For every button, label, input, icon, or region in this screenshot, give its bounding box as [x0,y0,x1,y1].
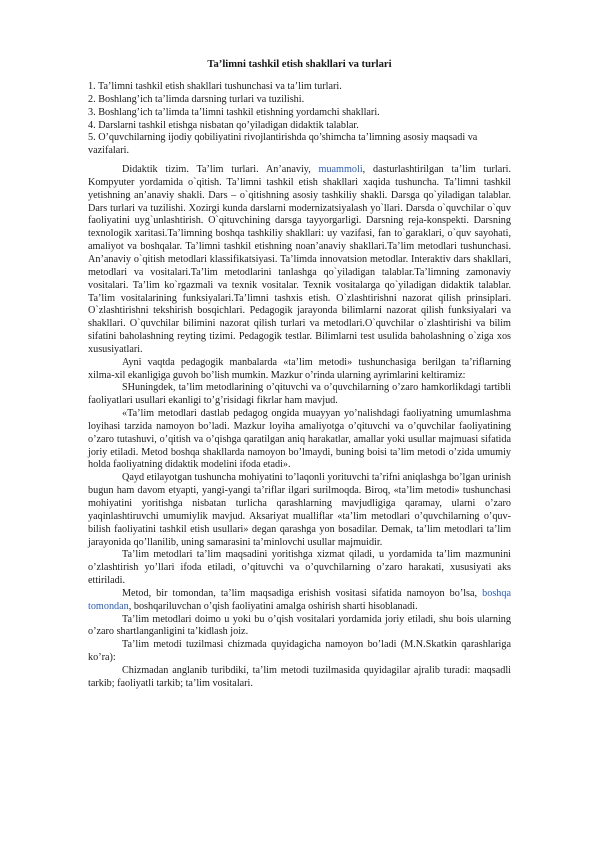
paragraph-cooperation: SHuningdek, ta’lim metodlarining o’qituvchi va o’quvchilarning o’zaro hamkorlikdagi tartibli faoliyatlari usullari ekanligi to’g’risidagi fikrlar ham mavjud. [88,382,511,407]
paragraph-text: Didaktik tizim. Ta’lim turlari. An’anaviy, [122,164,319,176]
paragraph-text: Metod, bir tomondan, ta’lim maqsadiga erishish vositasi sifatida namoyon bo’lsa, [122,587,483,599]
paragraph-structure-intro: Ta’lim metodi tuzilmasi chizmada quyidagicha namoyon bo’ladi (M.N.Skatkin qarashlariga ko’ra): [88,639,511,664]
paragraph-text: , dasturlashtirilgan ta’lim turlari. Kompyuter yordamida o`qitish. Ta’limni tashkil etish shakllari xaqida tushuncha. Ta’limni tashkil yetishning an’anaviy shakli. Dars – o`qitishning asosiy tashkiliy shakli. Darsga qo`yiladigan talablar. Dars turlari va tuzilishi. Xozirgi kunda darslarni modernizatsiyalash yo`llari. Darsda o`quvchilar o`quv faoliyatini uyg`unlashtirish. O`qituvchining darsga tayyorgarligi. Darsning reja-konspekti. Darsning texnologik xaritasi.Ta’limning boshqa tashkiliy shakllari: uy vazifasi, fan to`garaklari, o`quv sayohati, amaliyot va boshqalar. Ta’limni tashkil etishning noan’anaviy shakllari.Ta’lim metodlari tushunchasi. An’anaviy o`qitish metodlari klassifikatsiyasi. Ta’limda innovatsion metodlar. Interaktiv dars shakllari, metodlari va vositalari.Ta’lim metodlarini tanlashga qo`yiladigan talablar.Ta’limning zamonaviy vositalari. Ta’lim ko`rgazmali va texnik vositalar. Texnik vositalarga qo`yiladigan didaktik talablar. Ta’lim vositalarining funksiyalari.Ta’limni tashxis etish. O`zlashtirishni nazorat qilish prinsiplari. O`zlashtirishni tekshirish bosqichlari. Pedagogik jarayonda bilimlarni nazorat qilish funksiyalari va shakllari. O`quvchilar bilimini nazorat qilish turlari va metodlari.O`quvchilar o`zlashtirishi va bilim sifatini baholashning reyting tizimi. Pedagogik testlar. Bilimlarni test usulida baholashning o`ziga xos xususiyatlari. [88,164,511,355]
outline-item-2: 2. Boshlang’ich ta’limda darsning turlari va tuzilishi. [88,93,305,105]
paragraph-method-means [88,588,511,614]
outline-item-1: 1. Ta’limni tashkil etish shakllari tushunchasi va ta’lim turlari. [88,81,342,92]
link-muammoli[interactable]: muammoli [318,164,363,176]
topic-outline [88,81,511,158]
paragraph-text: , boshqariluvchan o’qish faoliyatini amalga oshirish sharti hisoblanadi. [128,600,418,612]
outline-item-3: 3. Boshlang’ich ta’limda ta’limni tashkil etishning yordamchi shakllari. [88,106,380,118]
paragraph-method-purpose: Ta’lim metodlari ta’lim maqsadini yoritishga xizmat qiladi, u yordamida ta’lim mazmunini o’zlashtirish yo’llari ifoda etiladi, o’qituvchi va o’quvchilarning o’zaro harakati, xususiyati aks ettiriladi. [88,549,511,587]
paragraph-didactic-system [88,164,511,357]
paragraph-structure-components: Chizmadan anglanib turibdiki, ta’lim metodi tuzilmasida quyidagilar ajralib turadi: maqsadli tarkib; faoliyatli tarkib; ta’lim vositalari. [88,664,511,689]
outline-item-5: 5. O’quvchilarning ijodiy qobiliyatini rivojlantirishda qo’shimcha ta’limning asosiy maqsadi va vazifalari. [88,132,478,157]
link-boshqa-tomondan[interactable]: boshqa tomondan [88,587,511,612]
paragraph-concept-essence: Qayd etilayotgan tushuncha mohiyatini to’laqonli yorituvchi ta’rifni aniqlashga bo’lgan urinish bugun ham davom etyapti, yangi-yangi ta’riflar ilgari surilmoqda. Biroq, «ta’lim metodi» tushunchasi mohiyatini yoritishga nisbatan turlicha qarashlarning mavjudligiga qaramay, ularni o’zaro yaqinlashtiruvchi umumiylik mavjud. Aksariyat mualliflar «ta’lim metodlari o’quvchilarning o’quv-bilish faoliyatini tashkil etish usullari» degan qarashga yon bosadilar. Demak, ta’lim metodlari ta’lim jarayonida qo’llanilib, uning samarasini ta’minlovchi usullar majmuidir. [88,472,511,548]
paragraph-quote: «Ta’lim metodlari dastlab pedagog ongida muayyan yo’nalishdagi faoliyatning umumlashma loyihasi tarzida namoyon bo’ladi. Mazkur loyiha amaliyotga o’qituvchi va o’quvchilar faoliyatining o’zaro tutashuvi, o’qitish va o’qishga qaratilgan aniq harakatlar, amallar yoki usullar majmuasi sifatida joriy etiladi. Metod boshqa shakllarda namoyon bo’lmaydi, buning boisi ta’lim metodi o’zida umumiy holda faoliyatning didaktik modelini ifoda etadi». [88,408,511,471]
paragraph-study-tools: Ta’lim metodlari doimo u yoki bu o’qish vositalari yordamida joriy etiladi, shu bois ularning o’zaro shartlanganligini ta’kidlash joiz. [88,613,511,638]
document-title: Ta’limni tashkil etish shakllari va turlari [207,59,392,70]
document-page [88,58,511,691]
outline-item-4: 4. Darslarni tashkil etishga nisbatan qo’yiladigan didaktik talablar. [88,119,359,131]
paragraph-method-definitions: Ayni vaqtda pedagogik manbalarda «ta’lim metodi» tushunchasiga berilgan ta’riflarning xilma-xil ekanligiga guvoh bo’lish mumkin. Mazkur o’rinda ularning ayrimlarini keltiramiz: [88,356,511,381]
